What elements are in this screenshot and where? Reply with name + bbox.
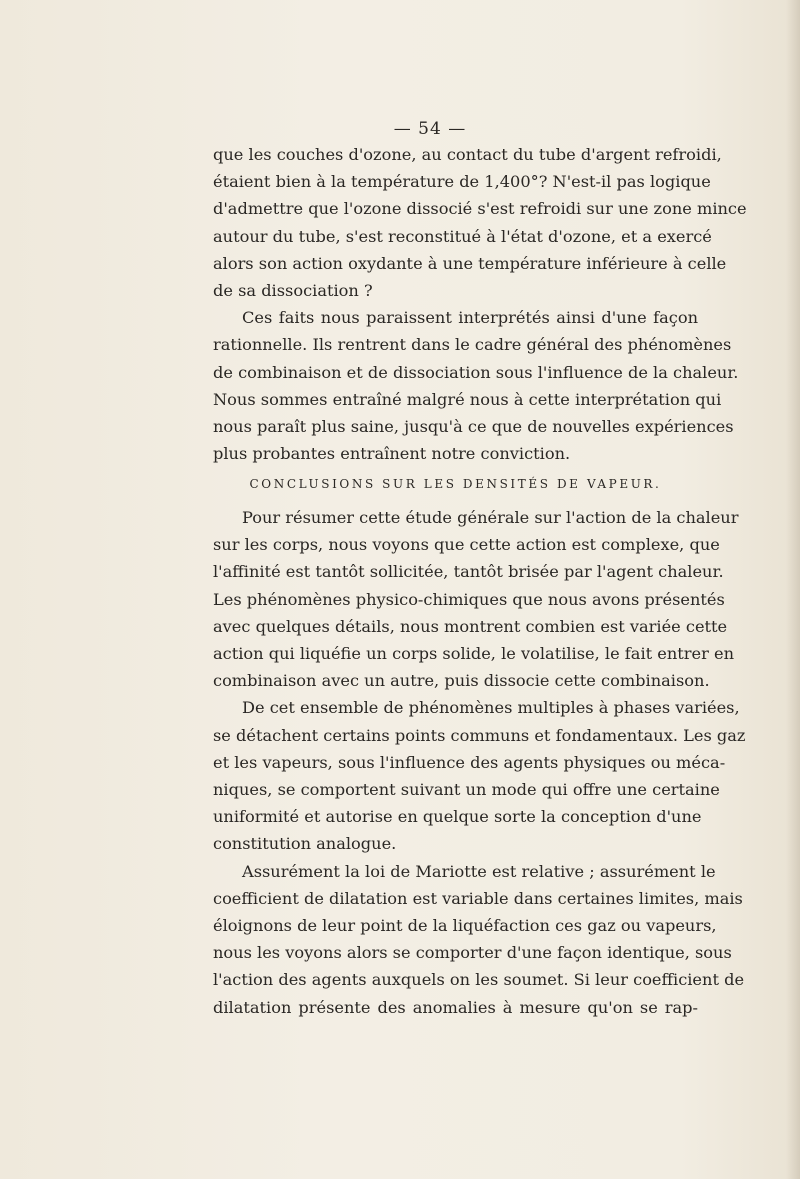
text-line: Pour résumer cette étude générale sur l'action de la chaleur [242, 508, 739, 527]
text-line: de sa dissociation ? [213, 281, 373, 301]
text-line: plus probantes entraînent notre conviction. [213, 444, 571, 464]
text-line: avec quelques détails, nous montrent combien est variée cette [213, 616, 728, 636]
text-line: sur les corps, nous voyons que cette action est complexe, que [213, 535, 720, 555]
text-line: dilatation présente des anomalies à mesure qu'on se rap- [213, 997, 698, 1017]
text-line: l'action des agents auxquels on les soumet. Si leur coefficient de [213, 970, 745, 990]
text-line: alors son action oxydante à une température inférieure à celle [213, 253, 727, 273]
text-line: nous paraît plus saine, jusqu'à ce que de nouvelles expériences [213, 417, 734, 437]
text-line: combinaison avec un autre, puis dissocie cette combinaison. [213, 671, 710, 691]
text-line: Ces faits nous paraissent interprétés ainsi d'une façon [242, 308, 698, 328]
text-line: constitution analogue. [213, 834, 397, 854]
text-line: nous les voyons alors se comporter d'une façon identique, sous [213, 943, 732, 963]
text-line: de combinaison et de dissociation sous l'influence de la chaleur. [213, 362, 739, 382]
text-line: action qui liquéfie un corps solide, le volatilise, le fait entrer en [213, 644, 734, 664]
text-line: et les vapeurs, sous l'influence des agents physiques ou méca- [213, 752, 726, 772]
section-heading: CONCLUSIONS SUR LES DENSITÉS DE VAPEUR. [249, 477, 662, 491]
text-line: étaient bien à la température de 1,400°? N'est-il pas logique [213, 172, 711, 192]
text-line: que les couches d'ozone, au contact du tube d'argent refroidi, [213, 145, 722, 164]
text-line: rationnelle. Ils rentrent dans le cadre général des phénomènes [213, 335, 732, 355]
text-line: uniformité et autorise en quelque sorte la conception d'une [213, 807, 702, 827]
text-line: De cet ensemble de phénomènes multiples à phases variées, [242, 698, 740, 718]
paragraph-block-lower [213, 504, 746, 1021]
text-line: niques, se comportent suivant un mode qui offre une certaine [213, 780, 720, 800]
text-line: coefficient de dilatation est variable dans certaines limites, mais [213, 888, 743, 908]
text-line: Nous sommes entraîné malgré nous à cette interprétation qui [213, 389, 722, 409]
text-line: éloignons de leur point de la liquéfaction ces gaz ou vapeurs, [213, 916, 717, 936]
page-edge-shadow [786, 0, 800, 1179]
text-line: d'admettre que l'ozone dissocié s'est refroidi sur une zone mince [213, 199, 747, 219]
text-line: Assurément la loi de Mariotte est relative ; assurément le [242, 861, 716, 881]
page-number: — 54 — [393, 119, 467, 139]
text-line: se détachent certains points communs et fondamentaux. Les gaz [213, 725, 746, 745]
text-line: l'affinité est tantôt sollicitée, tantôt brisée par l'agent chaleur. [213, 562, 724, 582]
paragraph-block-upper [213, 141, 747, 467]
text-line: Les phénomènes physico-chimiques que nous avons présentés [213, 589, 725, 609]
text-line: autour du tube, s'est reconstitué à l'état d'ozone, et a exercé [213, 226, 712, 246]
